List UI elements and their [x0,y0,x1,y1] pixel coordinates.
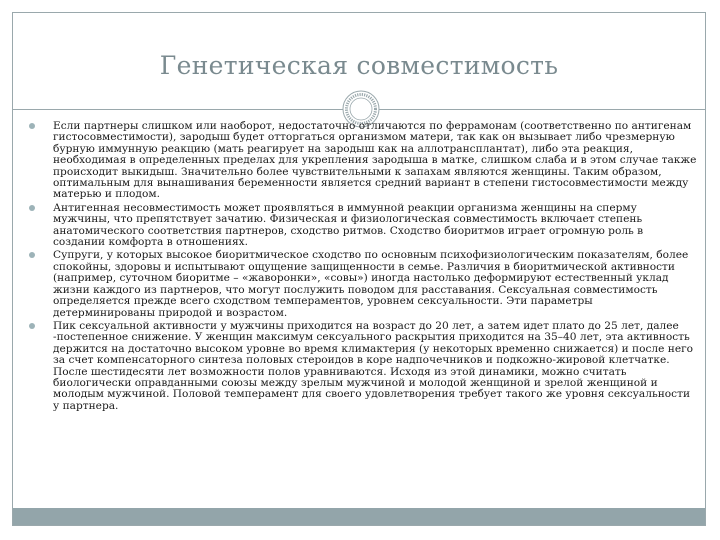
bullet-icon [29,205,35,211]
bullet-icon [29,252,35,258]
bullet-list [23,121,697,412]
list-item [23,321,697,412]
slide-frame [12,12,706,526]
bullet-icon [29,123,35,129]
list-item [23,250,697,318]
bullet-icon [29,323,35,329]
list-item-text: Супруги, у которых высокое биоритмическое сходство по основным психофизиологическим показателям, более спокойны, здоровы и испытывают ощущение защищенности в семье. Различия в биоритмической активности (например, суточном биоритме – «жаворонки», «совы») иногда настолько деформируют естественный уклад жизни каждого из партнеров, что могут послужить поводом для расставания. Сексуальная совместимость определяется прежде всего сходством темпераментов, уровнем сексуальности. Эти параметры детерминированы природой и возрастом. [53,249,689,319]
list-item-text: Если партнеры слишком или наоборот, недостаточно отличаются по феррамонам (соответственно по антигенам гистосовместимости), зародыш будет отторгаться организмом матери, так как он вызывает либо чрезмерную бурную иммунную реакцию (мать реагирует на зародыш как на аллотрансплантат), либо эта реакция, необходимая в определенных пределах для укрепления зародыша в матке, слишком слаба и в этом случае также происходит выкидыш. Значительно более чувствительными к запахам являются женщины. Таким образом, оптимальным для вынашивания беременности является средний вариант в степени гистосовместимости между матерью и плодом. [53,121,697,201]
list-item-text: Пик сексуальной активности у мужчины приходится на возраст до 20 лет, а затем идет плато до 25 лет, далее -постепенное снижение. У женщин максимум сексуального раскрытия приходится на 35–40 лет, эта активность держится на достаточно высоком уровне во время климактерия (у некоторых временно снижается) и после него за счет компенсаторного синтеза половых стероидов в коре надпочечников и подкожно-жировой клетчатке. После шестидесяти лет возможности полов уравниваются. Исходя из этой динамики, можно считать биологически оправданными союзы между зрелым мужчиной и молодой женщиной и зрелой женщиной и молодым мужчиной. Половой темперамент для своего удовлетворения требует такого же уровня сексуальности у партнера. [53,319,694,412]
list-item-text: Антигенная несовместимость может проявляться в иммунной реакции организма женщины на сперму мужчины, что препятствует зачатию. Физическая и физиологическая совместимость включает степень анатомического соответствия партнеров, сходство ритмов. Сходство биоритмов играет огромную роль в создании комфорта в отношениях. [53,201,644,249]
slide-title: Генетическая совместимость [159,51,559,80]
list-item [23,121,697,201]
footer-bar [13,508,705,525]
content-area [23,121,697,506]
list-item [23,203,697,249]
